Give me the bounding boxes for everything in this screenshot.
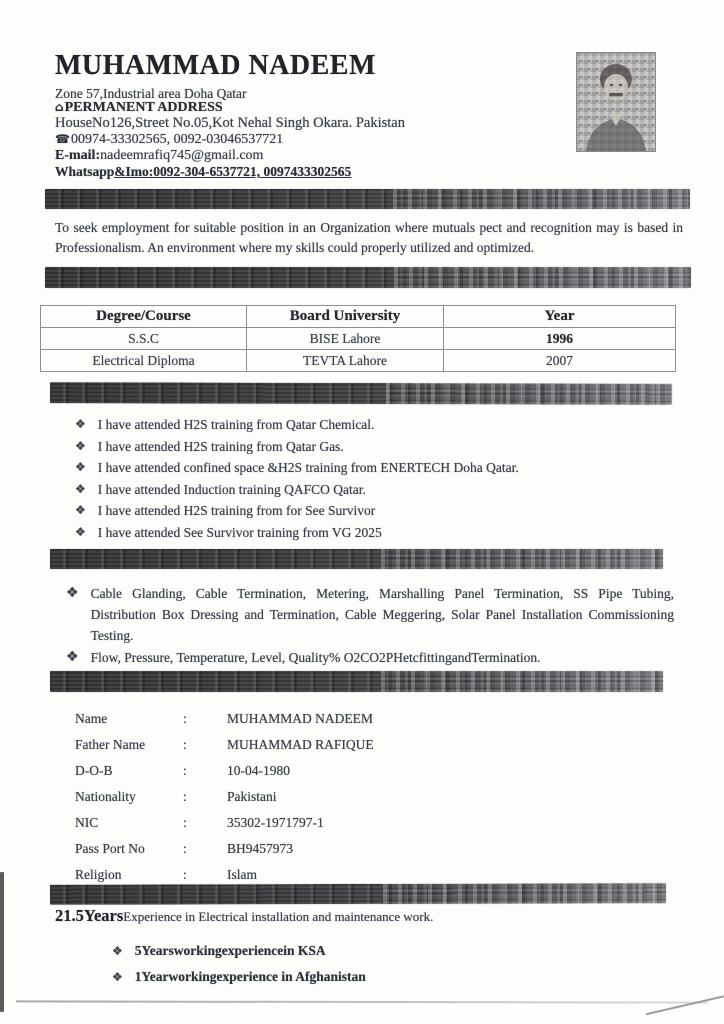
training-item-text: I have attended Induction training QAFCO Qatar. (97, 481, 366, 497)
scan-page-bottom-edge (16, 1000, 708, 1003)
house-icon: ⌂ (55, 100, 64, 114)
education-board: BISE Lahore (247, 328, 444, 350)
detail-colon: : (183, 841, 187, 856)
skill-item-text: Cable Glanding, Cable Termination, Metering, Marshalling Panel Termination, SS Pipe Tubing, Distribution Box Dressing and Termination, Cable Meggering, Solar Panel Installation Commissioning Testing. (90, 586, 674, 643)
detail-value: Pakistani (227, 789, 277, 804)
education-row-diploma (41, 350, 676, 372)
training-item (75, 414, 675, 436)
training-item-text: I have attended H2S training from Qatar Gas. (97, 438, 344, 454)
education-row-ssc (41, 328, 676, 350)
detail-value: 10-04-1980 (227, 763, 290, 778)
diamond-bullet-icon: ❖ (75, 438, 86, 453)
phone-numbers: 00974-33302565, 0092-03046537721 (70, 132, 284, 147)
training-item (75, 479, 675, 501)
training-item (75, 436, 675, 458)
education-year: 1996 (444, 328, 676, 350)
detail-label: Religion (75, 867, 122, 882)
detail-label: Pass Port No (75, 841, 145, 856)
section-heading-bar-trainings (50, 382, 672, 405)
email-line (55, 148, 263, 164)
permanent-address-label: PERMANENT ADDRESS (64, 100, 223, 115)
detail-value: 35302-1971797-1 (227, 815, 324, 830)
detail-label: Name (75, 711, 108, 726)
training-item (75, 457, 675, 479)
training-item-text: I have attended confined space &H2S training from ENERTECH Doha Qatar. (97, 460, 519, 475)
skills-list (66, 583, 674, 669)
email-value: nadeemrafiq745@gmail.com (100, 148, 264, 163)
education-degree: Electrical Diploma (41, 350, 247, 372)
section-heading-bar-skills (50, 549, 663, 569)
section-heading-bar-education (45, 267, 691, 288)
detail-colon: : (183, 763, 187, 778)
whatsapp-numbers: &Imo:0092-304-6537721, 0097433302565 (114, 164, 352, 179)
training-item-text: I have attended See Survivor training from VG 2025 (97, 524, 382, 540)
skill-item (66, 647, 674, 668)
diamond-bullet-icon: ❖ (112, 970, 123, 984)
diamond-bullet-icon: ❖ (75, 460, 86, 474)
trainings-list (75, 414, 675, 543)
detail-value: MUHAMMAD NADEEM (227, 711, 373, 726)
education-header-degree: Degree/Course (41, 306, 247, 328)
profile-photo-graphic (576, 52, 656, 152)
experience-item-text: 5Yearsworkingexperiencein KSA (134, 943, 326, 958)
education-header-board: Board University (247, 306, 444, 328)
diamond-bullet-icon: ❖ (112, 944, 123, 958)
section-heading-bar-personal (50, 671, 663, 692)
whatsapp-label: Whatsapp (55, 164, 115, 179)
experience-item-text: 1Yearworkingexperience in Afghanistan (134, 969, 366, 984)
experience-item (112, 964, 652, 990)
detail-label: Nationality (75, 789, 136, 804)
detail-value: MUHAMMAD RAFIQUE (227, 737, 374, 752)
phone-line (55, 132, 283, 148)
person-name: MUHAMMAD NADEEM (55, 50, 376, 81)
skill-item (66, 583, 674, 646)
objective-text: To seek employment for suitable position in an Organization where mutuals pect and recognition may is based in Professionalism. An environment where my skills could properly utilized and optimized. (55, 220, 683, 255)
experience-total-years: 21.5Years (55, 906, 124, 925)
detail-value: BH9457973 (227, 841, 294, 856)
section-heading-bar-objective (45, 189, 690, 209)
diamond-bullet-icon: ❖ (75, 524, 86, 539)
diamond-bullet-icon: ❖ (66, 585, 79, 601)
phone-icon: ☎ (55, 132, 70, 146)
diamond-bullet-icon: ❖ (75, 481, 86, 496)
experience-summary-text: Experience in Electrical installation and maintenance work. (123, 909, 434, 924)
detail-colon: : (183, 737, 187, 752)
training-item-text: I have attended H2S training from Qatar Chemical. (97, 417, 375, 432)
permanent-address-line (55, 100, 223, 116)
detail-label: NIC (75, 815, 99, 830)
detail-colon: : (183, 789, 187, 804)
detail-colon: : (183, 867, 187, 882)
training-item (75, 522, 675, 544)
detail-value: Islam (227, 867, 257, 882)
education-degree: S.S.C (41, 328, 247, 350)
skill-item-text: Flow, Pressure, Temperature, Level, Quality% O2CO2PHetcfittingandTermination. (90, 650, 541, 665)
experience-summary (55, 906, 433, 926)
whatsapp-line (55, 164, 351, 180)
training-item-text: I have attended H2S training from for See Survivor (97, 503, 376, 518)
profile-photo (576, 52, 656, 152)
experience-item (112, 938, 652, 964)
detail-colon: : (183, 815, 187, 830)
diamond-bullet-icon: ❖ (75, 417, 86, 431)
education-header-year: Year (444, 306, 676, 328)
address-line-doha: Zone 57,Industrial area Doha Qatar (55, 86, 247, 101)
education-table (40, 305, 676, 372)
detail-colon: : (183, 711, 187, 726)
education-board: TEVTA Lahore (247, 350, 444, 372)
scan-left-edge-line (0, 872, 4, 1012)
diamond-bullet-icon: ❖ (66, 649, 79, 665)
training-item (75, 500, 675, 522)
detail-label: D-O-B (75, 763, 113, 778)
address-line-pakistan: HouseNo126,Street No.05,Kot Nehal Singh Okara. Pakistan (55, 115, 405, 131)
education-year: 2007 (444, 350, 676, 372)
education-header-row (41, 306, 676, 328)
detail-label: Father Name (75, 737, 146, 752)
personal-details (75, 706, 374, 888)
scan-corner-fold-line (646, 995, 724, 1015)
email-label: E-mail: (55, 148, 101, 163)
experience-list (112, 938, 652, 990)
diamond-bullet-icon: ❖ (75, 503, 86, 517)
